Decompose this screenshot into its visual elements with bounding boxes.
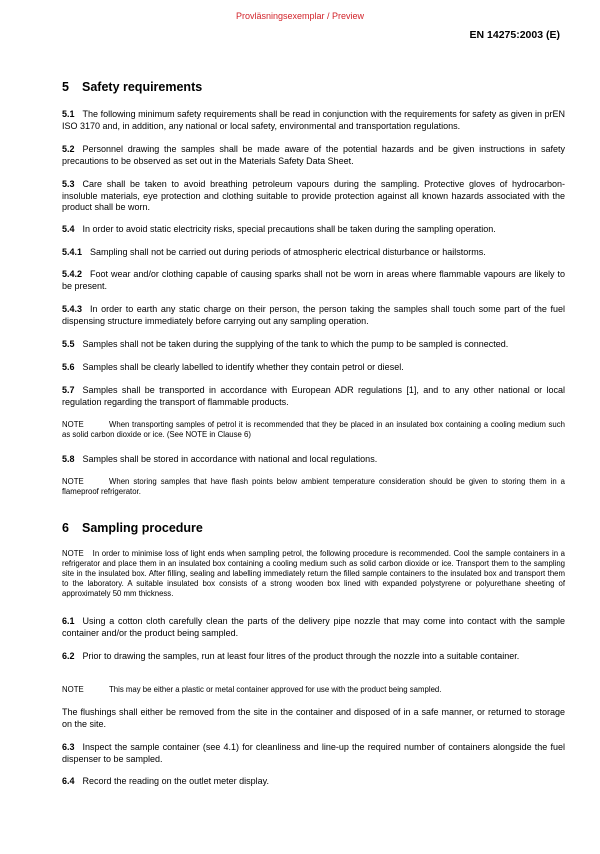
clause-6-2 [62,651,565,663]
note-text: This may be either a plastic or metal container approved for use with the product being sampled. [109,685,442,694]
clause-text: Record the reading on the outlet meter display. [82,776,269,786]
clause-number: 5.3 [62,179,75,189]
clause-text: In order to earth any static charge on their person, the person taking the samples shall touch some part of the fuel dispensing structure immediately before carrying out any sampling operation. [62,304,565,326]
note-storage [62,477,565,497]
note-label: NOTE [62,549,84,558]
clause-6-3 [62,742,565,765]
paragraph-flushings: The flushings shall either be removed from the site in the container and disposed of in a safe manner, or returned to storage on the site. [62,707,565,729]
section-number: 6 [62,521,69,535]
clause-6-1 [62,616,565,639]
note-text: When transporting samples of petrol it is recommended that they be placed in an insulated box containing a cooling medium such as solid carbon dioxide or ice. (See NOTE in Clause 6) [62,420,565,439]
section-title: Sampling procedure [82,521,203,535]
clause-5-5 [62,339,565,351]
clause-number: 6.2 [62,651,75,661]
clause-text: Sampling shall not be carried out during periods of atmospheric electrical disturbance or hailstorms. [90,247,486,257]
clause-text: Inspect the sample container (see 4.1) for cleanliness and line-up the required number of containers alongside the fuel dispenser to be sampled. [62,742,565,764]
note-label: NOTE [62,477,84,486]
clause-number: 6.4 [62,776,75,786]
clause-text: Samples shall not be taken during the supplying of the tank to which the pump to be sampled is connected. [82,339,509,349]
note-transport [62,420,565,440]
document-id: EN 14275:2003 (E) [469,29,560,41]
clause-5-4-3 [62,304,565,327]
clause-text: Foot wear and/or clothing capable of causing sparks shall not be worn in areas where flammable vapours are likely to be present. [62,269,565,291]
note-text: When storing samples that have flash points below ambient temperature consideration should be given to storing them in a flameproof refrigerator. [62,477,565,496]
clause-text: Care shall be taken to avoid breathing petroleum vapours during the sampling. Protective gloves of hydrocarbon-insoluble materials, eye protection and clothing suitable to provide protection against all known hazards associated with the product shall be worn. [62,179,565,212]
note-label: NOTE [62,420,84,429]
clause-number: 5.5 [62,339,75,349]
clause-number: 5.2 [62,144,75,154]
clause-5-2 [62,144,565,167]
clause-5-4-1 [62,247,565,259]
clause-number: 5.4.1 [62,247,83,257]
clause-text: Personnel drawing the samples shall be made aware of the potential hazards and be given instructions in safety precautions to be observed as set out in the Materials Safety Data Sheet. [62,144,565,166]
clause-5-4 [62,224,565,236]
clause-text: Prior to drawing the samples, run at least four litres of the product through the nozzle into a suitable container. [82,651,520,661]
clause-5-4-2 [62,269,565,292]
preview-watermark: Provläsningsexemplar / Preview [235,11,365,21]
section-number: 5 [62,80,69,94]
clause-5-6 [62,362,565,374]
clause-number: 5.4.3 [62,304,83,314]
note-container [62,685,565,695]
clause-5-7 [62,385,565,408]
clause-5-8 [62,454,565,466]
clause-number: 5.4 [62,224,75,234]
note-sampling-procedure [62,549,565,599]
clause-number: 5.1 [62,109,75,119]
clause-text: Using a cotton cloth carefully clean the parts of the delivery pipe nozzle that may come into contact with the sample container and/or the product being sampled. [62,616,565,638]
clause-5-3 [62,179,565,214]
clause-text: The following minimum safety requirements shall be read in conjunction with the requirements for safety as given in prEN ISO 3170 and, in addition, any national or local safety, environmental and transportation regulations. [62,109,565,131]
clause-text: In order to avoid static electricity risks, special precautions shall be taken during the sampling operation. [82,224,496,234]
clause-text: Samples shall be clearly labelled to identify whether they contain petrol or diesel. [82,362,404,372]
clause-number: 5.4.2 [62,269,83,279]
clause-number: 5.7 [62,385,75,395]
clause-number: 5.6 [62,362,75,372]
clause-text: Samples shall be transported in accordance with European ADR regulations [1], and to any other national or local regulation regarding the transport of flammable products. [62,385,565,407]
note-label: NOTE [62,685,84,694]
clause-5-1 [62,109,565,132]
clause-number: 6.1 [62,616,75,626]
section-title: Safety requirements [82,80,203,94]
clause-number: 5.8 [62,454,75,464]
clause-text: Samples shall be stored in accordance with national and local regulations. [82,454,378,464]
note-text: In order to minimise loss of light ends when sampling petrol, the following procedure is recommended. Cool the sample containers in a refrigerator and place them in an insulated box containing a cooling medium such as solid carbon dioxide or ice. Transport them to the sampling site in the insulated box. After filling, sealing and labelling immediately return the filled sample containers to the insulated box and transport them to the laboratory. A suitable insulated box consists of a strong wooden box lined with expanded polystyrene or polyurethane sheeting of approximately 50 mm thickness. [62,549,565,598]
section-5-heading [62,80,202,94]
section-6-heading [62,521,203,535]
clause-6-4 [62,776,565,788]
clause-number: 6.3 [62,742,75,752]
